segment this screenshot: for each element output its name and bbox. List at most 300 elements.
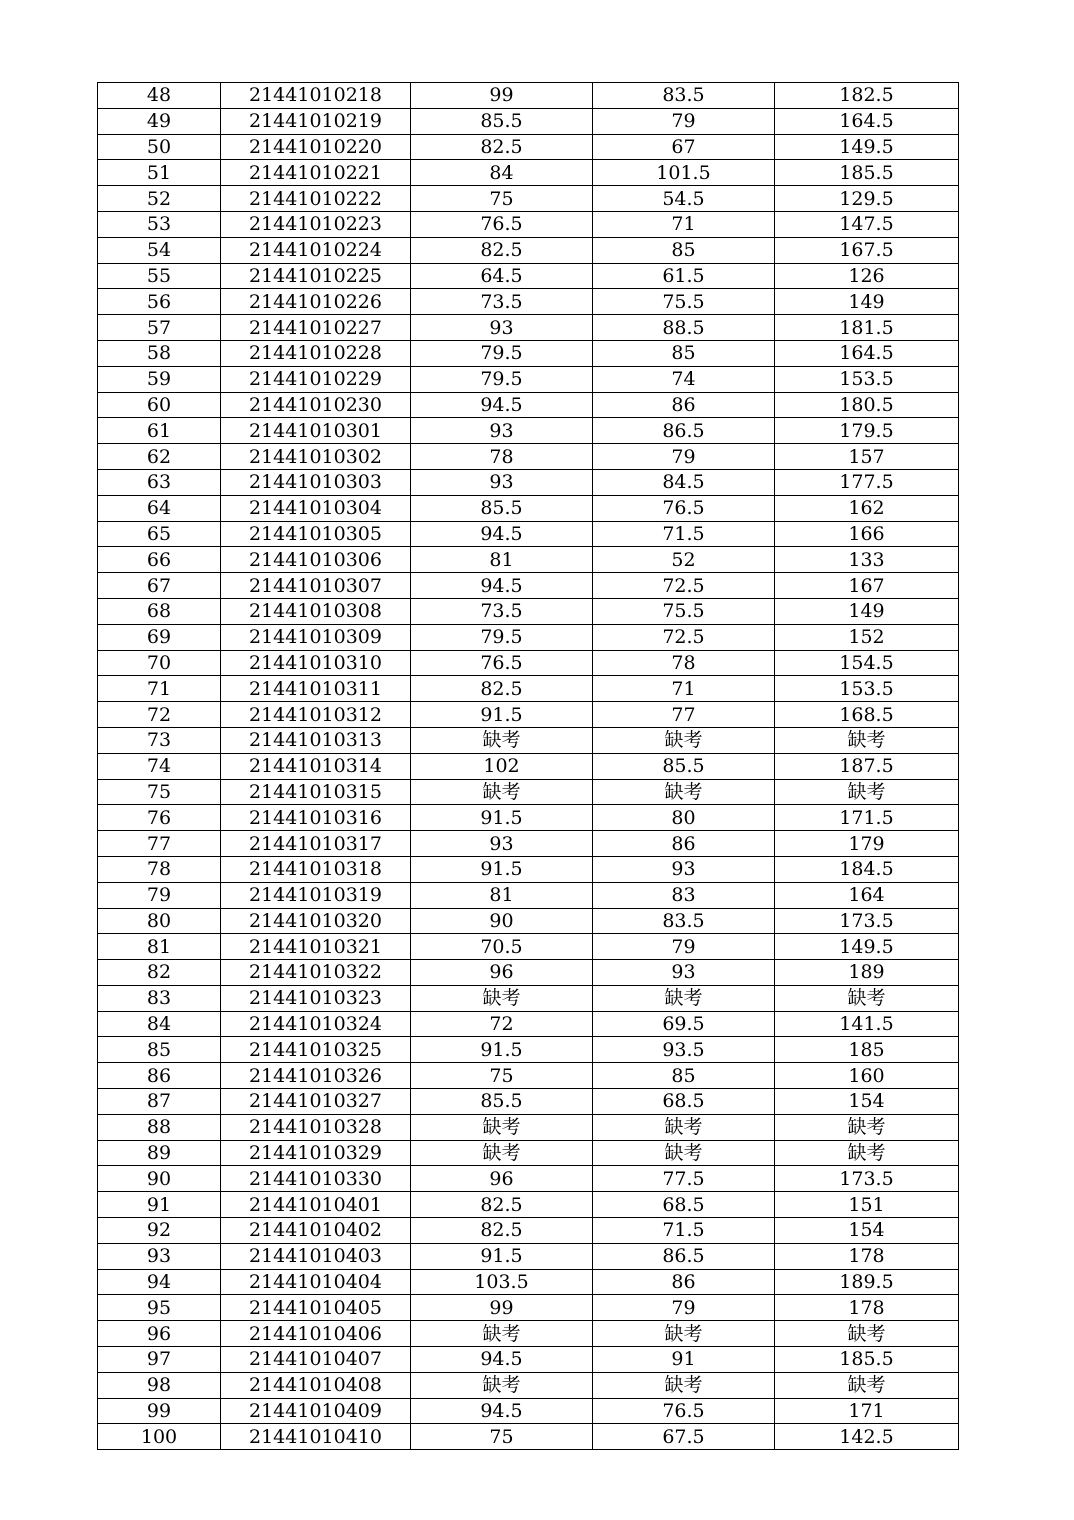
- table-row: [98, 1243, 959, 1269]
- table-row: [98, 727, 959, 753]
- row-number-cell: 79: [98, 882, 221, 908]
- table-row: [98, 624, 959, 650]
- row-number-cell: 99: [98, 1398, 221, 1424]
- table-row: [98, 1218, 959, 1244]
- table-row: [98, 856, 959, 882]
- row-number-cell: 92: [98, 1218, 221, 1244]
- table-row: [98, 960, 959, 986]
- score-1-cell: 103.5: [411, 1269, 593, 1295]
- row-number-cell: 54: [98, 237, 221, 263]
- exam-id-cell: 21441010325: [221, 1037, 411, 1063]
- total-score-cell: 185.5: [775, 160, 959, 186]
- table-row: [98, 831, 959, 857]
- exam-id-cell: 21441010303: [221, 469, 411, 495]
- score-2-cell: 83.5: [593, 83, 775, 109]
- table-row: [98, 1140, 959, 1166]
- score-1-cell: 76.5: [411, 211, 593, 237]
- score-1-cell: 96: [411, 1166, 593, 1192]
- total-score-cell: 133: [775, 547, 959, 573]
- score-2-cell: 79: [593, 444, 775, 470]
- score-2-cell: 79: [593, 934, 775, 960]
- exam-id-cell: 21441010410: [221, 1424, 411, 1450]
- table-row: [98, 1321, 959, 1347]
- score-1-cell: 96: [411, 960, 593, 986]
- exam-id-cell: 21441010309: [221, 624, 411, 650]
- score-1-cell: 102: [411, 753, 593, 779]
- table-row: [98, 934, 959, 960]
- score-2-cell: 84.5: [593, 469, 775, 495]
- table-row: [98, 521, 959, 547]
- score-2-cell: 78: [593, 650, 775, 676]
- total-score-cell: 164: [775, 882, 959, 908]
- score-2-cell: 86.5: [593, 1243, 775, 1269]
- exam-id-cell: 21441010404: [221, 1269, 411, 1295]
- total-score-cell: 164.5: [775, 340, 959, 366]
- total-score-cell: 147.5: [775, 211, 959, 237]
- row-number-cell: 91: [98, 1192, 221, 1218]
- table-row: [98, 702, 959, 728]
- row-number-cell: 71: [98, 676, 221, 702]
- score-2-cell: 93.5: [593, 1037, 775, 1063]
- exam-id-cell: 21441010330: [221, 1166, 411, 1192]
- score-2-cell: 79: [593, 1295, 775, 1321]
- row-number-cell: 57: [98, 315, 221, 341]
- score-2-cell: 76.5: [593, 1398, 775, 1424]
- score-2-cell: 71: [593, 676, 775, 702]
- score-1-cell: 94.5: [411, 1347, 593, 1373]
- total-score-cell: 184.5: [775, 856, 959, 882]
- score-2-cell: 83: [593, 882, 775, 908]
- row-number-cell: 64: [98, 495, 221, 521]
- total-score-cell: 182.5: [775, 83, 959, 109]
- row-number-cell: 56: [98, 289, 221, 315]
- score-2-cell: 75.5: [593, 289, 775, 315]
- exam-id-cell: 21441010308: [221, 598, 411, 624]
- score-1-cell: 99: [411, 83, 593, 109]
- table-row: [98, 908, 959, 934]
- table-row: [98, 985, 959, 1011]
- row-number-cell: 94: [98, 1269, 221, 1295]
- row-number-cell: 96: [98, 1321, 221, 1347]
- exam-id-cell: 21441010230: [221, 392, 411, 418]
- total-score-cell: 180.5: [775, 392, 959, 418]
- score-1-cell: 91.5: [411, 702, 593, 728]
- score-2-cell: 80: [593, 805, 775, 831]
- row-number-cell: 93: [98, 1243, 221, 1269]
- score-1-cell: 缺考: [411, 1140, 593, 1166]
- exam-id-cell: 21441010405: [221, 1295, 411, 1321]
- exam-id-cell: 21441010402: [221, 1218, 411, 1244]
- total-score-cell: 178: [775, 1295, 959, 1321]
- score-1-cell: 75: [411, 1063, 593, 1089]
- total-score-cell: 173.5: [775, 1166, 959, 1192]
- score-1-cell: 75: [411, 1424, 593, 1450]
- exam-id-cell: 21441010304: [221, 495, 411, 521]
- total-score-cell: 189: [775, 960, 959, 986]
- total-score-cell: 160: [775, 1063, 959, 1089]
- score-2-cell: 91: [593, 1347, 775, 1373]
- table-row: [98, 1166, 959, 1192]
- table-row: [98, 1398, 959, 1424]
- row-number-cell: 97: [98, 1347, 221, 1373]
- row-number-cell: 70: [98, 650, 221, 676]
- score-2-cell: 93: [593, 856, 775, 882]
- row-number-cell: 73: [98, 727, 221, 753]
- row-number-cell: 85: [98, 1037, 221, 1063]
- table-row: [98, 1347, 959, 1373]
- total-score-cell: 157: [775, 444, 959, 470]
- score-2-cell: 101.5: [593, 160, 775, 186]
- score-1-cell: 99: [411, 1295, 593, 1321]
- total-score-cell: 171: [775, 1398, 959, 1424]
- row-number-cell: 61: [98, 418, 221, 444]
- exam-id-cell: 21441010301: [221, 418, 411, 444]
- row-number-cell: 87: [98, 1089, 221, 1115]
- table-row: [98, 547, 959, 573]
- table-row: [98, 211, 959, 237]
- row-number-cell: 82: [98, 960, 221, 986]
- total-score-cell: 149: [775, 598, 959, 624]
- total-score-cell: 177.5: [775, 469, 959, 495]
- row-number-cell: 52: [98, 186, 221, 212]
- table-row: [98, 882, 959, 908]
- table-row: [98, 289, 959, 315]
- score-1-cell: 82.5: [411, 134, 593, 160]
- exam-id-cell: 21441010310: [221, 650, 411, 676]
- row-number-cell: 60: [98, 392, 221, 418]
- exam-id-cell: 21441010324: [221, 1011, 411, 1037]
- total-score-cell: 179.5: [775, 418, 959, 444]
- exam-id-cell: 21441010314: [221, 753, 411, 779]
- row-number-cell: 65: [98, 521, 221, 547]
- score-1-cell: 82.5: [411, 237, 593, 263]
- score-2-cell: 缺考: [593, 985, 775, 1011]
- table-row: [98, 1089, 959, 1115]
- table-row: [98, 160, 959, 186]
- score-1-cell: 缺考: [411, 1321, 593, 1347]
- score-1-cell: 84: [411, 160, 593, 186]
- table-row: [98, 1037, 959, 1063]
- score-2-cell: 缺考: [593, 1321, 775, 1347]
- row-number-cell: 75: [98, 779, 221, 805]
- score-1-cell: 82.5: [411, 1218, 593, 1244]
- row-number-cell: 83: [98, 985, 221, 1011]
- exam-id-cell: 21441010328: [221, 1114, 411, 1140]
- row-number-cell: 74: [98, 753, 221, 779]
- total-score-cell: 149: [775, 289, 959, 315]
- score-1-cell: 85.5: [411, 1089, 593, 1115]
- row-number-cell: 63: [98, 469, 221, 495]
- total-score-cell: 168.5: [775, 702, 959, 728]
- score-1-cell: 79.5: [411, 366, 593, 392]
- row-number-cell: 53: [98, 211, 221, 237]
- table-row: [98, 676, 959, 702]
- score-2-cell: 85: [593, 237, 775, 263]
- exam-id-cell: 21441010329: [221, 1140, 411, 1166]
- total-score-cell: 154: [775, 1089, 959, 1115]
- total-score-cell: 缺考: [775, 727, 959, 753]
- total-score-cell: 151: [775, 1192, 959, 1218]
- score-1-cell: 79.5: [411, 340, 593, 366]
- score-2-cell: 69.5: [593, 1011, 775, 1037]
- row-number-cell: 80: [98, 908, 221, 934]
- score-2-cell: 61.5: [593, 263, 775, 289]
- score-2-cell: 67: [593, 134, 775, 160]
- row-number-cell: 81: [98, 934, 221, 960]
- score-1-cell: 缺考: [411, 727, 593, 753]
- score-table: [97, 82, 959, 1450]
- total-score-cell: 179: [775, 831, 959, 857]
- total-score-cell: 142.5: [775, 1424, 959, 1450]
- score-1-cell: 缺考: [411, 1372, 593, 1398]
- total-score-cell: 126: [775, 263, 959, 289]
- row-number-cell: 86: [98, 1063, 221, 1089]
- score-2-cell: 68.5: [593, 1192, 775, 1218]
- score-2-cell: 86.5: [593, 418, 775, 444]
- row-number-cell: 100: [98, 1424, 221, 1450]
- total-score-cell: 164.5: [775, 108, 959, 134]
- score-2-cell: 71: [593, 211, 775, 237]
- exam-id-cell: 21441010409: [221, 1398, 411, 1424]
- row-number-cell: 95: [98, 1295, 221, 1321]
- score-1-cell: 94.5: [411, 392, 593, 418]
- score-1-cell: 93: [411, 469, 593, 495]
- total-score-cell: 167.5: [775, 237, 959, 263]
- exam-id-cell: 21441010321: [221, 934, 411, 960]
- score-1-cell: 90: [411, 908, 593, 934]
- table-row: [98, 1063, 959, 1089]
- exam-id-cell: 21441010327: [221, 1089, 411, 1115]
- table-row: [98, 598, 959, 624]
- table-row: [98, 1011, 959, 1037]
- exam-id-cell: 21441010316: [221, 805, 411, 831]
- exam-id-cell: 21441010228: [221, 340, 411, 366]
- row-number-cell: 68: [98, 598, 221, 624]
- row-number-cell: 55: [98, 263, 221, 289]
- table-row: [98, 263, 959, 289]
- exam-id-cell: 21441010225: [221, 263, 411, 289]
- score-2-cell: 52: [593, 547, 775, 573]
- score-1-cell: 缺考: [411, 985, 593, 1011]
- total-score-cell: 185: [775, 1037, 959, 1063]
- score-1-cell: 79.5: [411, 624, 593, 650]
- score-2-cell: 86: [593, 1269, 775, 1295]
- row-number-cell: 89: [98, 1140, 221, 1166]
- total-score-cell: 187.5: [775, 753, 959, 779]
- score-1-cell: 73.5: [411, 289, 593, 315]
- table-row: [98, 340, 959, 366]
- total-score-cell: 缺考: [775, 985, 959, 1011]
- score-1-cell: 70.5: [411, 934, 593, 960]
- score-2-cell: 缺考: [593, 727, 775, 753]
- score-2-cell: 缺考: [593, 1140, 775, 1166]
- exam-id-cell: 21441010219: [221, 108, 411, 134]
- exam-id-cell: 21441010408: [221, 1372, 411, 1398]
- score-2-cell: 54.5: [593, 186, 775, 212]
- score-2-cell: 缺考: [593, 1114, 775, 1140]
- score-2-cell: 85: [593, 340, 775, 366]
- total-score-cell: 153.5: [775, 366, 959, 392]
- score-1-cell: 81: [411, 547, 593, 573]
- table-row: [98, 444, 959, 470]
- total-score-cell: 缺考: [775, 1114, 959, 1140]
- exam-id-cell: 21441010317: [221, 831, 411, 857]
- score-table-body: [98, 83, 959, 1450]
- score-1-cell: 91.5: [411, 856, 593, 882]
- exam-id-cell: 21441010407: [221, 1347, 411, 1373]
- table-row: [98, 779, 959, 805]
- table-row: [98, 1424, 959, 1450]
- exam-id-cell: 21441010311: [221, 676, 411, 702]
- table-row: [98, 186, 959, 212]
- score-2-cell: 缺考: [593, 1372, 775, 1398]
- score-1-cell: 缺考: [411, 1114, 593, 1140]
- row-number-cell: 78: [98, 856, 221, 882]
- score-1-cell: 85.5: [411, 495, 593, 521]
- exam-id-cell: 21441010326: [221, 1063, 411, 1089]
- score-1-cell: 缺考: [411, 779, 593, 805]
- score-2-cell: 72.5: [593, 624, 775, 650]
- table-row: [98, 392, 959, 418]
- score-2-cell: 85.5: [593, 753, 775, 779]
- exam-id-cell: 21441010229: [221, 366, 411, 392]
- row-number-cell: 98: [98, 1372, 221, 1398]
- total-score-cell: 162: [775, 495, 959, 521]
- table-row: [98, 418, 959, 444]
- exam-id-cell: 21441010323: [221, 985, 411, 1011]
- table-row: [98, 753, 959, 779]
- score-1-cell: 93: [411, 418, 593, 444]
- total-score-cell: 154: [775, 1218, 959, 1244]
- table-row: [98, 1372, 959, 1398]
- exam-id-cell: 21441010315: [221, 779, 411, 805]
- score-2-cell: 68.5: [593, 1089, 775, 1115]
- row-number-cell: 66: [98, 547, 221, 573]
- score-2-cell: 85: [593, 1063, 775, 1089]
- score-1-cell: 94.5: [411, 573, 593, 599]
- score-1-cell: 72: [411, 1011, 593, 1037]
- table-row: [98, 805, 959, 831]
- exam-id-cell: 21441010222: [221, 186, 411, 212]
- table-row: [98, 573, 959, 599]
- exam-id-cell: 21441010226: [221, 289, 411, 315]
- exam-id-cell: 21441010406: [221, 1321, 411, 1347]
- exam-id-cell: 21441010218: [221, 83, 411, 109]
- total-score-cell: 缺考: [775, 779, 959, 805]
- row-number-cell: 50: [98, 134, 221, 160]
- score-1-cell: 91.5: [411, 1037, 593, 1063]
- score-1-cell: 91.5: [411, 805, 593, 831]
- score-1-cell: 82.5: [411, 1192, 593, 1218]
- exam-id-cell: 21441010221: [221, 160, 411, 186]
- exam-id-cell: 21441010318: [221, 856, 411, 882]
- score-1-cell: 64.5: [411, 263, 593, 289]
- total-score-cell: 167: [775, 573, 959, 599]
- score-1-cell: 93: [411, 315, 593, 341]
- score-2-cell: 72.5: [593, 573, 775, 599]
- exam-id-cell: 21441010312: [221, 702, 411, 728]
- row-number-cell: 48: [98, 83, 221, 109]
- score-1-cell: 73.5: [411, 598, 593, 624]
- score-2-cell: 88.5: [593, 315, 775, 341]
- score-1-cell: 75: [411, 186, 593, 212]
- total-score-cell: 缺考: [775, 1140, 959, 1166]
- exam-id-cell: 21441010313: [221, 727, 411, 753]
- total-score-cell: 173.5: [775, 908, 959, 934]
- total-score-cell: 152: [775, 624, 959, 650]
- score-2-cell: 93: [593, 960, 775, 986]
- score-2-cell: 67.5: [593, 1424, 775, 1450]
- exam-id-cell: 21441010220: [221, 134, 411, 160]
- score-2-cell: 79: [593, 108, 775, 134]
- total-score-cell: 166: [775, 521, 959, 547]
- exam-id-cell: 21441010322: [221, 960, 411, 986]
- total-score-cell: 189.5: [775, 1269, 959, 1295]
- score-1-cell: 85.5: [411, 108, 593, 134]
- exam-id-cell: 21441010306: [221, 547, 411, 573]
- total-score-cell: 153.5: [775, 676, 959, 702]
- row-number-cell: 90: [98, 1166, 221, 1192]
- score-2-cell: 缺考: [593, 779, 775, 805]
- table-row: [98, 237, 959, 263]
- row-number-cell: 58: [98, 340, 221, 366]
- table-row: [98, 134, 959, 160]
- score-2-cell: 77: [593, 702, 775, 728]
- total-score-cell: 149.5: [775, 134, 959, 160]
- score-2-cell: 86: [593, 392, 775, 418]
- exam-id-cell: 21441010224: [221, 237, 411, 263]
- exam-id-cell: 21441010320: [221, 908, 411, 934]
- score-1-cell: 78: [411, 444, 593, 470]
- exam-id-cell: 21441010319: [221, 882, 411, 908]
- total-score-cell: 154.5: [775, 650, 959, 676]
- total-score-cell: 149.5: [775, 934, 959, 960]
- total-score-cell: 141.5: [775, 1011, 959, 1037]
- row-number-cell: 62: [98, 444, 221, 470]
- total-score-cell: 129.5: [775, 186, 959, 212]
- table-row: [98, 1114, 959, 1140]
- table-row: [98, 495, 959, 521]
- table-row: [98, 1269, 959, 1295]
- total-score-cell: 缺考: [775, 1321, 959, 1347]
- row-number-cell: 77: [98, 831, 221, 857]
- exam-id-cell: 21441010307: [221, 573, 411, 599]
- table-row: [98, 1192, 959, 1218]
- row-number-cell: 51: [98, 160, 221, 186]
- table-row: [98, 108, 959, 134]
- score-1-cell: 94.5: [411, 1398, 593, 1424]
- table-row: [98, 315, 959, 341]
- score-2-cell: 75.5: [593, 598, 775, 624]
- score-1-cell: 81: [411, 882, 593, 908]
- exam-id-cell: 21441010403: [221, 1243, 411, 1269]
- exam-id-cell: 21441010305: [221, 521, 411, 547]
- total-score-cell: 181.5: [775, 315, 959, 341]
- table-row: [98, 83, 959, 109]
- total-score-cell: 185.5: [775, 1347, 959, 1373]
- row-number-cell: 76: [98, 805, 221, 831]
- table-row: [98, 469, 959, 495]
- exam-id-cell: 21441010302: [221, 444, 411, 470]
- score-1-cell: 94.5: [411, 521, 593, 547]
- row-number-cell: 84: [98, 1011, 221, 1037]
- score-1-cell: 76.5: [411, 650, 593, 676]
- score-2-cell: 86: [593, 831, 775, 857]
- exam-id-cell: 21441010227: [221, 315, 411, 341]
- score-2-cell: 76.5: [593, 495, 775, 521]
- score-2-cell: 83.5: [593, 908, 775, 934]
- exam-id-cell: 21441010223: [221, 211, 411, 237]
